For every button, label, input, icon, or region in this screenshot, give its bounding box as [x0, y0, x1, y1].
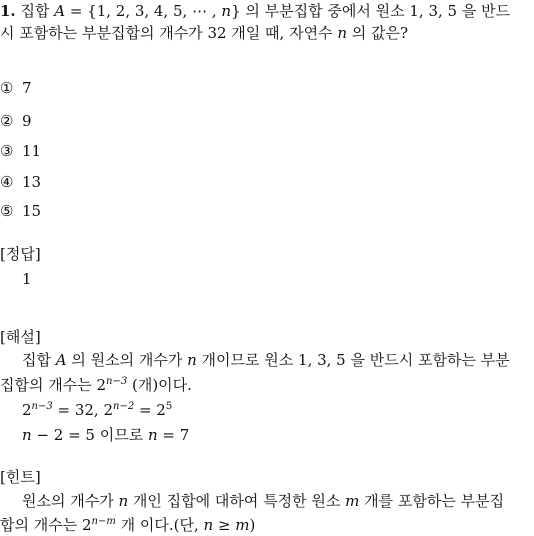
choice-value: 13	[22, 173, 42, 191]
choice-value: 11	[22, 142, 42, 160]
text: = 32, 2	[52, 401, 114, 419]
var-n: n	[187, 351, 197, 369]
text: )	[249, 516, 256, 534]
choice-mark: ④	[0, 173, 14, 191]
choice-mark: ⑤	[0, 202, 14, 220]
exponent: n−3	[31, 401, 53, 412]
text: (개)이다.	[127, 376, 192, 394]
choice-5[interactable]	[0, 200, 41, 222]
text: ≥	[213, 516, 236, 534]
exponent: 5	[165, 401, 173, 412]
var-n: n	[118, 492, 129, 510]
choice-value: 15	[22, 202, 42, 220]
text: 원소의 개수가	[22, 492, 119, 510]
var-n: n	[22, 426, 32, 444]
hint-line-2	[0, 514, 255, 536]
text: = 2	[134, 401, 166, 419]
answer-value: 1	[22, 270, 32, 288]
text: 개를 포함하는 부분집	[359, 492, 505, 510]
text: − 2 = 5 이므로	[31, 426, 148, 444]
explanation-line-1	[22, 349, 510, 371]
choice-2[interactable]	[0, 110, 32, 132]
explanation-line-2	[0, 374, 192, 396]
exponent: n−3	[106, 376, 128, 387]
text: 개인 집합에 대하여 특정한 원소	[128, 492, 346, 510]
set-n: n	[221, 2, 232, 20]
choice-mark: ②	[0, 112, 14, 130]
text: = 7	[157, 426, 190, 444]
text: 집합	[22, 351, 56, 369]
text: 의 원소의 개수가	[66, 351, 188, 369]
explanation-heading: [해설]	[0, 328, 41, 346]
hint-line-1	[22, 490, 504, 512]
exponent: n−m	[91, 516, 116, 527]
question-text-2: 시 포함하는 부분집합의 개수가 32 개일 때, 자연수	[0, 24, 338, 42]
variable-n: n	[337, 24, 347, 42]
text: 개 이다.(단,	[115, 516, 204, 534]
choice-value: 9	[22, 112, 32, 130]
question-text-2-end: 의 값은?	[346, 24, 409, 42]
text: 2	[22, 401, 32, 419]
question-line-1	[0, 0, 510, 22]
var-m: m	[235, 516, 250, 534]
choice-mark: ①	[0, 79, 14, 97]
var-n: n	[203, 516, 214, 534]
answer-heading: [정답]	[0, 245, 41, 263]
question-number: 1.	[0, 2, 16, 20]
var-m: m	[345, 492, 360, 510]
choice-4[interactable]	[0, 171, 41, 193]
var-n: n	[147, 426, 158, 444]
explanation-line-3	[22, 399, 172, 421]
choice-3[interactable]	[0, 140, 41, 162]
choice-1[interactable]	[0, 77, 32, 99]
set-variable: A	[54, 2, 66, 20]
exponent: n−2	[113, 401, 135, 412]
text: 합의 개수는 2	[0, 516, 92, 534]
var-A: A	[55, 351, 67, 369]
explanation-line-4	[22, 424, 189, 446]
set-elements: = {1, 2, 3, 4, 5, ⋯ ,	[65, 2, 222, 20]
question-text: 집합	[20, 2, 55, 20]
text: 집합의 개수는 2	[0, 376, 107, 394]
question-line-2	[0, 22, 408, 44]
question-text-cont: } 의 부분집합 중에서 원소 1, 3, 5 을 반드	[231, 2, 511, 20]
text: 개이므로 원소 1, 3, 5 을 반드시 포함하는 부분	[196, 351, 510, 369]
hint-heading: [힌트]	[0, 468, 41, 486]
choice-value: 7	[22, 79, 32, 97]
choice-mark: ③	[0, 142, 14, 160]
